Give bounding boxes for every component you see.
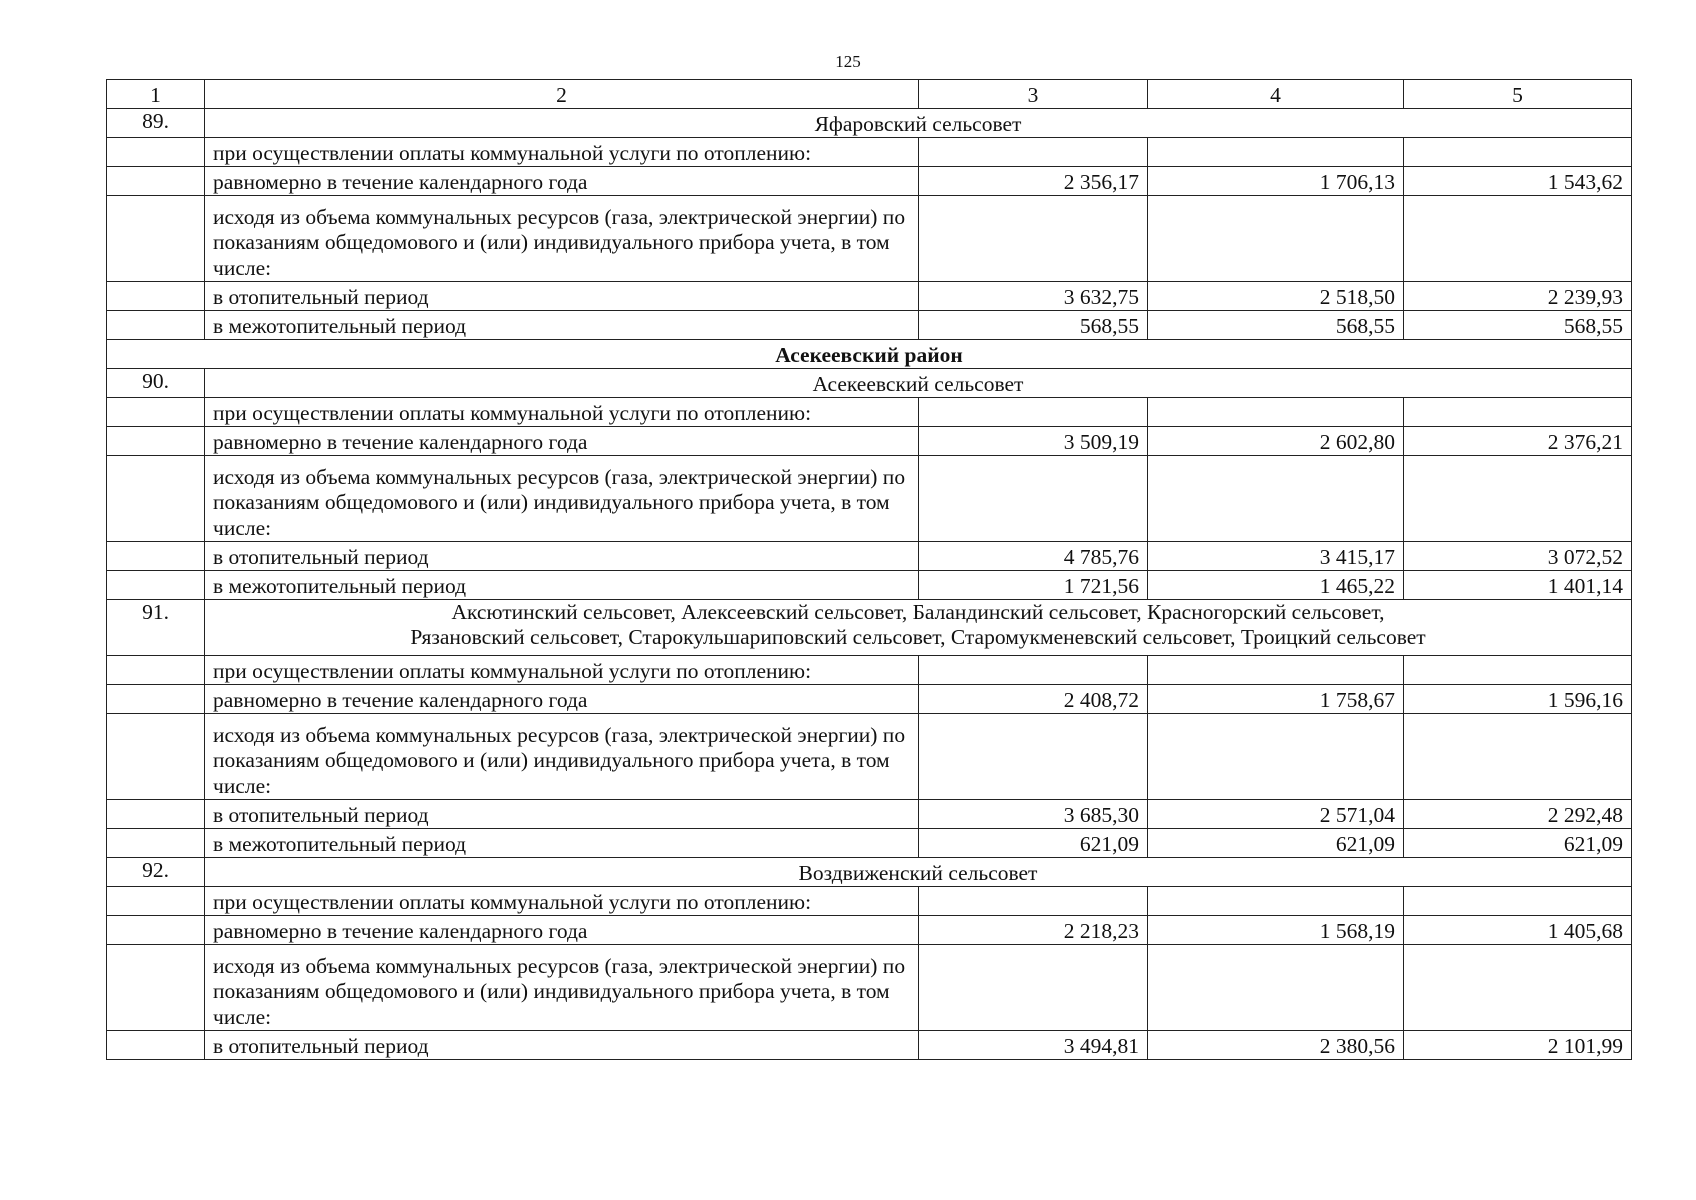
page-number: 125 bbox=[835, 52, 861, 71]
row-label: при осуществлении оплаты коммунальной услуги по отоплению: bbox=[205, 656, 919, 685]
row-number bbox=[107, 800, 205, 829]
value-col5: 568,55 bbox=[1404, 311, 1632, 340]
value-col3 bbox=[919, 887, 1148, 916]
header-cell: 3 bbox=[919, 80, 1148, 109]
row-number bbox=[107, 945, 205, 1031]
value-col3: 621,09 bbox=[919, 829, 1148, 858]
header-row bbox=[107, 80, 1632, 109]
value-col4 bbox=[1148, 945, 1404, 1031]
value-col4: 1 706,13 bbox=[1148, 167, 1404, 196]
header-cell: 5 bbox=[1404, 80, 1632, 109]
row-number: 91. bbox=[107, 600, 205, 656]
tariff-table bbox=[106, 79, 1632, 1060]
value-col4: 568,55 bbox=[1148, 311, 1404, 340]
row-label: равномерно в течение календарного года bbox=[205, 685, 919, 714]
value-col5 bbox=[1404, 456, 1632, 542]
value-col3: 4 785,76 bbox=[919, 542, 1148, 571]
locality-row bbox=[107, 109, 1632, 138]
header-cell: 2 bbox=[205, 80, 919, 109]
row-number bbox=[107, 656, 205, 685]
row-number bbox=[107, 196, 205, 282]
table-row bbox=[107, 887, 1632, 916]
row-label: в отопительный период bbox=[205, 282, 919, 311]
table-row bbox=[107, 685, 1632, 714]
row-number bbox=[107, 1031, 205, 1060]
value-col5: 2 101,99 bbox=[1404, 1031, 1632, 1060]
row-number bbox=[107, 685, 205, 714]
row-number: 90. bbox=[107, 369, 205, 398]
value-col5: 1 405,68 bbox=[1404, 916, 1632, 945]
table-row bbox=[107, 456, 1632, 542]
value-col5 bbox=[1404, 398, 1632, 427]
value-col3: 2 408,72 bbox=[919, 685, 1148, 714]
table-body bbox=[107, 80, 1632, 1060]
row-number bbox=[107, 571, 205, 600]
value-col3 bbox=[919, 138, 1148, 167]
table-row bbox=[107, 571, 1632, 600]
value-col4: 2 380,56 bbox=[1148, 1031, 1404, 1060]
value-col5: 2 239,93 bbox=[1404, 282, 1632, 311]
value-col3: 3 494,81 bbox=[919, 1031, 1148, 1060]
row-label: при осуществлении оплаты коммунальной услуги по отоплению: bbox=[205, 138, 919, 167]
value-col5: 2 376,21 bbox=[1404, 427, 1632, 456]
row-label: равномерно в течение календарного года bbox=[205, 167, 919, 196]
table-row bbox=[107, 311, 1632, 340]
section-row bbox=[107, 340, 1632, 369]
value-col5 bbox=[1404, 887, 1632, 916]
row-number: 92. bbox=[107, 858, 205, 887]
row-label: в межотопительный период bbox=[205, 829, 919, 858]
value-col5: 1 596,16 bbox=[1404, 685, 1632, 714]
row-number bbox=[107, 398, 205, 427]
row-label: равномерно в течение календарного года bbox=[205, 916, 919, 945]
row-label: в межотопительный период bbox=[205, 571, 919, 600]
value-col4: 621,09 bbox=[1148, 829, 1404, 858]
row-number bbox=[107, 456, 205, 542]
locality-row bbox=[107, 858, 1632, 887]
value-col4 bbox=[1148, 714, 1404, 800]
value-col5 bbox=[1404, 196, 1632, 282]
value-col5 bbox=[1404, 138, 1632, 167]
row-label: в отопительный период bbox=[205, 1031, 919, 1060]
value-col4 bbox=[1148, 656, 1404, 685]
value-col4: 2 602,80 bbox=[1148, 427, 1404, 456]
value-col3: 568,55 bbox=[919, 311, 1148, 340]
row-number bbox=[107, 427, 205, 456]
table-row bbox=[107, 656, 1632, 685]
row-label: в отопительный период bbox=[205, 542, 919, 571]
value-col5 bbox=[1404, 945, 1632, 1031]
row-number bbox=[107, 542, 205, 571]
value-col4 bbox=[1148, 138, 1404, 167]
row-number: 89. bbox=[107, 109, 205, 138]
row-label: равномерно в течение календарного года bbox=[205, 427, 919, 456]
table-row bbox=[107, 282, 1632, 311]
row-label: при осуществлении оплаты коммунальной услуги по отоплению: bbox=[205, 887, 919, 916]
locality-name: Воздвиженский сельсовет bbox=[205, 858, 1632, 887]
value-col3 bbox=[919, 196, 1148, 282]
value-col5: 2 292,48 bbox=[1404, 800, 1632, 829]
row-label: в отопительный период bbox=[205, 800, 919, 829]
row-number bbox=[107, 138, 205, 167]
locality-name: Асекеевский сельсовет bbox=[205, 369, 1632, 398]
value-col4: 1 465,22 bbox=[1148, 571, 1404, 600]
value-col4: 2 518,50 bbox=[1148, 282, 1404, 311]
header-cell: 1 bbox=[107, 80, 205, 109]
value-col4: 1 568,19 bbox=[1148, 916, 1404, 945]
row-number bbox=[107, 282, 205, 311]
row-number bbox=[107, 829, 205, 858]
table-row bbox=[107, 714, 1632, 800]
table-row bbox=[107, 542, 1632, 571]
table-row bbox=[107, 1031, 1632, 1060]
locality-name: Яфаровский сельсовет bbox=[205, 109, 1632, 138]
row-number bbox=[107, 887, 205, 916]
value-col5 bbox=[1404, 656, 1632, 685]
row-label: исходя из объема коммунальных ресурсов (газа, электрической энергии) по показаниям общедомового и (или) индивидуального прибора учета, в том числе: bbox=[205, 456, 919, 542]
row-number bbox=[107, 916, 205, 945]
value-col4 bbox=[1148, 887, 1404, 916]
row-label: исходя из объема коммунальных ресурсов (газа, электрической энергии) по показаниям общедомового и (или) индивидуального прибора учета, в том числе: bbox=[205, 945, 919, 1031]
value-col3 bbox=[919, 456, 1148, 542]
value-col3 bbox=[919, 714, 1148, 800]
header-cell: 4 bbox=[1148, 80, 1404, 109]
value-col3: 1 721,56 bbox=[919, 571, 1148, 600]
locality-row bbox=[107, 369, 1632, 398]
row-label: исходя из объема коммунальных ресурсов (газа, электрической энергии) по показаниям общедомового и (или) индивидуального прибора учета, в том числе: bbox=[205, 196, 919, 282]
value-col3: 3 632,75 bbox=[919, 282, 1148, 311]
value-col5: 1 401,14 bbox=[1404, 571, 1632, 600]
value-col4 bbox=[1148, 196, 1404, 282]
section-title: Асекеевский район bbox=[107, 340, 1632, 369]
value-col3 bbox=[919, 398, 1148, 427]
value-col3 bbox=[919, 656, 1148, 685]
value-col4: 1 758,67 bbox=[1148, 685, 1404, 714]
row-number bbox=[107, 167, 205, 196]
table-row bbox=[107, 196, 1632, 282]
table-row bbox=[107, 427, 1632, 456]
locality-name-line: Рязановский сельсовет, Старокульшариповский сельсовет, Старомукменевский сельсовет, Троицкий сельсовет bbox=[410, 625, 1426, 650]
row-number bbox=[107, 714, 205, 800]
locality-name bbox=[205, 600, 1632, 656]
table-row bbox=[107, 945, 1632, 1031]
row-number bbox=[107, 311, 205, 340]
value-col3: 3 685,30 bbox=[919, 800, 1148, 829]
table-row bbox=[107, 167, 1632, 196]
value-col4: 2 571,04 bbox=[1148, 800, 1404, 829]
row-label: в межотопительный период bbox=[205, 311, 919, 340]
value-col4 bbox=[1148, 398, 1404, 427]
table-row bbox=[107, 398, 1632, 427]
value-col5: 1 543,62 bbox=[1404, 167, 1632, 196]
value-col4 bbox=[1148, 456, 1404, 542]
table-row bbox=[107, 916, 1632, 945]
locality-name-line: Аксютинский сельсовет, Алексеевский сельсовет, Баландинский сельсовет, Красногорский сельсовет, bbox=[451, 600, 1385, 624]
table-row bbox=[107, 829, 1632, 858]
value-col3: 3 509,19 bbox=[919, 427, 1148, 456]
value-col4: 3 415,17 bbox=[1148, 542, 1404, 571]
table-row bbox=[107, 800, 1632, 829]
value-col5: 621,09 bbox=[1404, 829, 1632, 858]
value-col3: 2 356,17 bbox=[919, 167, 1148, 196]
row-label: при осуществлении оплаты коммунальной услуги по отоплению: bbox=[205, 398, 919, 427]
locality-row bbox=[107, 600, 1632, 656]
value-col5 bbox=[1404, 714, 1632, 800]
value-col3 bbox=[919, 945, 1148, 1031]
table-row bbox=[107, 138, 1632, 167]
row-label: исходя из объема коммунальных ресурсов (газа, электрической энергии) по показаниям общедомового и (или) индивидуального прибора учета, в том числе: bbox=[205, 714, 919, 800]
value-col5: 3 072,52 bbox=[1404, 542, 1632, 571]
value-col3: 2 218,23 bbox=[919, 916, 1148, 945]
